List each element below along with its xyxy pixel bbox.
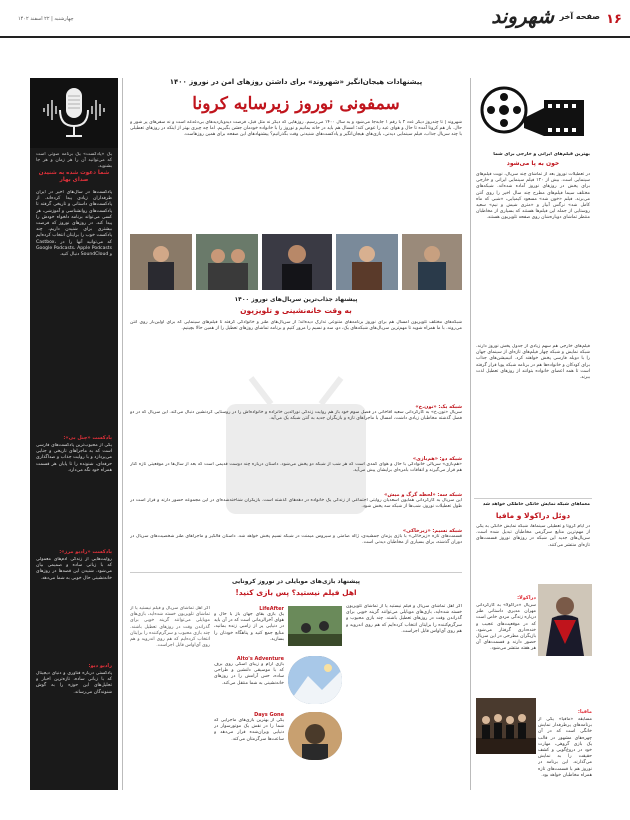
podcast-headline: شما دعوت شده به شنیدن صدای بهار	[38, 170, 110, 183]
series-photo-1	[130, 234, 192, 290]
series-photo-3	[262, 234, 332, 290]
dracula-block	[476, 584, 536, 713]
dracula-label: دراکولا:	[517, 595, 536, 601]
game-name: Days Gone	[254, 712, 284, 718]
game-text: یکی از بهترین بازی‌های ماجرایی که شما را در نقش یک موتورسوار در دنیایی ویران‌شده قرار می‌دهد و ساعت‌ها سرگرمتان می‌کند.	[214, 718, 284, 742]
podcast-item-text: یکی از محبوب‌ترین پادکست‌های فارسی است که به ماجراهای تاریخی و جنایی می‌پردازد و با روایت جذاب و صداگذاری حرفه‌ای، شنونده را تا پایان هر قسمت همراه خود نگه می‌دارد.	[36, 443, 112, 473]
podcast-item-text: روایت‌هایی از زندگی آدم‌های معمولی که با زبانی ساده و صمیمی بیان می‌شود. شنیدن این قصه‌ها در روزهای خانه‌نشینی حال خوبی به شما می‌دهد.	[36, 557, 112, 581]
article-kicker: پیشنهادات هیجان‌انگیز «شهروند» برای داشتن روزهای امن در نوروز ۱۴۰۰	[169, 78, 423, 86]
podcast-item-1	[36, 424, 112, 543]
podcast-item-label: پادکست «رادیو مرز»:	[59, 549, 112, 555]
tv-section-text: سریال «نون.خ» به کارگردانی سعید آقاخانی در فصل سوم خود باز هم روایت زندگی نورالدین خانزاده و خانواده‌اش را در روستایی کردنشین دنبال می‌کند. این سریال که در دو فصل گذشته مخاطبان زیادی داشت، امسال با ماجراهای تازه و بازیگران جدید به آنتن شبکه یک می‌آید.	[130, 410, 462, 422]
tv-section-text: قسمت‌های تازه «زیرخاکی» با بازی پژمان جمشیدی، ژاله صامتی و سیروس میمنت در شبکه نسیم پخش خواهد شد. داستان فالگیر و ماجراهای طنز شخصیت‌های سریال در دوران گذشته، برای بسیاری از مخاطبان دیدنی است.	[130, 534, 462, 546]
tv-headline: به وقت خانه‌نشینی و تلویزیون	[240, 306, 352, 315]
issue-line: چهارشنبه | ۲۲ اسفند ۱۴۰۲	[18, 16, 74, 22]
main-article	[126, 44, 466, 792]
mafia-label: مافیا:	[577, 709, 592, 715]
tv-section-label: شبکه سه: «لحظه گرگ و میش»	[384, 492, 462, 498]
game-photo-1	[288, 606, 342, 646]
games-side-note: اگر اهل تماشای سریال و فیلم نیستید یا از تماشای تلویزیون خسته شده‌اید، بازی‌های موبایلی می‌توانند گزینه خوبی برای گذراندن وقت در روزهای تعطیل باشند. چند بازی محبوب و سرگرم‌کننده را برایتان انتخاب کرده‌ایم که هم روی اندروید و هم روی آی‌او‌اس قابل اجراست.	[130, 606, 210, 649]
article-lead: شهروند | تا چندروز دیگر عدد ۲ با رقم ۱ جابه‌جا می‌شود و به سال ۱۴۰۰ می‌رسیم. روزهایی که دیگر نه مثل قبل، فرصت دیدوبازدیدهای بی‌دغدغه است و نه سفرهای پر شور و حال. باز هم کرونا آمده تا حال و هوای عید را عوض کند؛ امسال هم باید در خانه بمانیم و نوروز را با خانواده خودمان جشن بگیریم. اما چه چیزی بهتر از اینکه در روزهای تعطیلی با چند سریال جذاب، فیلم سینمایی دیدنی، بازی‌های هیجان‌انگیز و پادکست‌های شنیدنی وقت بگذرانیم؟ پیشنهادهای این صفحه برای همین روزهاست.	[130, 120, 462, 138]
column-divider	[122, 78, 123, 790]
podcast-item-2	[36, 538, 112, 657]
series-intro: در ایام کرونا و تعطیلی سینماها، شبکه نمایش خانگی به یکی از مهم‌ترین منابع سرگرمی مخاطبان تبدیل شده است. سریال‌های جدید این شبکه در روزهای نوروز قسمت‌های تازه‌ای منتشر می‌کنند.	[476, 524, 590, 548]
mafia-group-icon	[476, 698, 536, 754]
film-reel-illustration	[474, 78, 592, 148]
tv-section-4	[130, 528, 462, 564]
tv-section-label: شبکه نسیم: «زیرخاکی»	[402, 528, 462, 534]
series-scene-icon	[262, 234, 332, 290]
microphone-illustration	[30, 78, 118, 148]
game-name: LifeAfter	[259, 606, 284, 612]
series-scene-icon	[336, 234, 398, 290]
article-title: سمفونی نوروز زیرسایه کرونا	[192, 94, 400, 114]
movies-headline: خون به پا می‌شود	[506, 160, 560, 167]
series-caption: پیشنهاد جذاب‌ترین سریال‌های نوروز ۱۴۰۰	[234, 296, 358, 303]
movies-body-1: در تعطیلات نوروز بعد از تماشای چند سریال، نوبت فیلم‌های سینمایی است. بیش از ۱۲۰ فیلم سینمایی ایرانی و خارجی برای پخش در روزهای نوروز آماده شده‌اند. شبکه‌های مختلف سیما فیلم‌های مطرح چند سال اخیر را روی آنتن می‌برند. فیلم «خون شد» مسعود کیمیایی، «شبی که ماه کامل شد» نرگس آبیار و «متری شیش و نیم» سعید روستایی از جمله این فیلم‌ها هستند که بسیاری از مخاطبان منتظر تماشای دوباره‌شان روی صفحه تلویزیون هستند.	[476, 172, 590, 221]
game-scene-icon	[288, 606, 342, 646]
games-title: اهل فیلم نیستید؟ پس بازی کنید!	[235, 588, 357, 597]
dracula-figure-icon	[538, 584, 592, 656]
newspaper-logo: شهروند	[491, 4, 554, 28]
podcast-intro: یک «پادکست» یک برنامه صوتی است که می‌توانید آن را هر زمان و هر جا بشنوید.	[36, 152, 112, 168]
movies-kicker: بهترین فیلم‌های ایرانی و خارجی برای شما	[493, 152, 590, 157]
podcast-item-text: پادکستی درباره فناوری و دنیای دیجیتال که با زبانی ساده، تازه‌ترین اخبار و تحلیل‌های این حوزه را به گوش شنوندگان می‌رساند.	[36, 671, 112, 695]
game-item-2	[214, 656, 284, 708]
movies-column	[474, 78, 592, 790]
mafia-photo	[476, 698, 536, 754]
tv-section-2	[130, 456, 462, 492]
game-photo-3	[288, 712, 342, 760]
tv-section-label: شبکه دو: «هم‌بازی»	[412, 456, 462, 462]
movies-body-2: فیلم‌های خارجی هم سهم زیادی از جدول پخش نوروز دارند. شبکه نمایش و شبکه چهار فیلم‌های تازه‌ای از سینمای جهان را با دوبله فارسی پخش خواهند کرد. انیمیشن‌های جذاب برای کودکان و خانواده‌ها هم در برنامه شبکه پویا قرار گرفته است تا همه اعضای خانواده بتوانند از روزهای تعطیل لذت ببرند.	[476, 344, 590, 381]
dracula-text: سریال «دراکولا» به کارگردانی مهران مدیری داستانی طنز درباره زندگی مردی خاص است که در موقعیت‌های عجیب و خنده‌داری گرفتار می‌شود. بازیگران مطرحی در این سریال حضور دارند و قسمت‌های آن هر هفته منتشر می‌شود.	[476, 603, 536, 652]
series-title: دوئل دراکولا و مافیا	[495, 511, 571, 520]
dracula-photo	[538, 584, 592, 656]
mafia-block	[538, 698, 592, 820]
series-scene-icon	[196, 234, 258, 290]
podcast-body: پادکست‌ها در سال‌های اخیر در ایران طرفداران زیادی پیدا کرده‌اند. از پادکست‌های داستانی و تاریخی گرفته تا پادکست‌های روانشناسی و آموزشی، هر کسی می‌تواند برنامه دلخواه خودش را پیدا کند. در روزهای نوروز که فرصت بیشتری برای شنیدن داریم، چند پادکست خوب را برایتان انتخاب کرده‌ایم که می‌توانید آنها را در Castbox، Google Podcasts، Apple Podcasts و SoundCloud دنبال کنید.	[36, 190, 112, 258]
microphone-icon	[30, 78, 118, 148]
tv-intro: شبکه‌های مختلف تلویزیون امسال هم برای نوروز برنامه‌های متنوعی تدارک دیده‌اند؛ از سریال‌های طنز و خانوادگی گرفته تا فیلم‌های سینمایی که برای اولین‌بار روی آنتن می‌روند. با ما همراه شوید تا مهم‌ترین سریال‌های شبکه‌های یک، دو، سه و نسیم را مرور کنیم و برنامه تماشای روزهای تعطیل را از همین حالا بچینیم.	[130, 320, 462, 332]
game-text: یک بازی بقای جهان باز با حال و هوای آخرالزمانی است که در آن باید در دنیایی پر از زامبی زنده بمانید، منابع جمع کنید و پناهگاه خودتان را بسازید.	[214, 612, 284, 642]
game-text: بازی آرام و زیبای اسکی روی برف که با موسیقی دلنشین و طراحی ساده، حس آرامش را در روزهای خانه‌نشینی به شما منتقل می‌کند.	[214, 662, 284, 686]
margin-strip	[0, 40, 18, 820]
podcast-column	[30, 78, 118, 790]
tv-section-1	[130, 404, 462, 454]
page-header	[0, 0, 630, 38]
tv-section-text: این سریال به کارگردانی همایون اسعدیان روایتی اجتماعی از زندگی یک خانواده در دهه‌های گذشته است. بازیگران شناخته‌شده‌ای در این مجموعه حضور دارند و قرار است در طول تعطیلات نوروز، شب‌ها از شبکه سه پخش شود.	[130, 498, 462, 510]
tv-section-3	[130, 492, 462, 528]
podcast-item-label: رادیو دیو:	[88, 663, 112, 669]
divider	[130, 572, 462, 573]
podcast-item-3	[36, 652, 112, 791]
page-number: ۱۶	[606, 12, 622, 27]
film-reel-icon	[474, 78, 592, 148]
podcast-item-label: پادکست «چنل بی»:	[63, 435, 112, 441]
game-scene-icon	[288, 712, 342, 760]
tv-section-text: «هم‌بازی» سریالی خانوادگی با حال و هوای کمدی است که هر شب از شبکه دو پخش می‌شود. داستان درباره چند دوست قدیمی است که بعد از سال‌ها در موقعیتی تازه کنار هم قرار می‌گیرند و اتفاقات بامزه‌ای برایشان پیش می‌آید.	[130, 462, 462, 474]
games-intro: اگر اهل تماشای سریال و فیلم نیستید یا از تماشای تلویزیون خسته شده‌اید، بازی‌های موبایلی می‌توانند گزینه خوبی برای گذراندن وقت در روزهای تعطیل باشند. چند بازی محبوب و سرگرم‌کننده را برایتان انتخاب کرده‌ایم که هم روی اندروید و هم روی آی‌او‌اس قابل اجراست.	[346, 604, 462, 634]
mafia-text: مسابقه «مافیا» یکی از برنامه‌های پرطرفدار نمایش خانگی است که در آن چهره‌های مشهور در قالب یک بازی گروهی، مهارت خود در دروغ‌گویی و کشف حقیقت را به نمایش می‌گذارند. این برنامه در نوروز هم با قسمت‌های تازه همراه مخاطبان خواهد بود.	[538, 717, 592, 778]
game-photo-2	[288, 656, 342, 704]
series-photo-4	[336, 234, 398, 290]
game-item-1	[214, 606, 284, 652]
game-item-3	[214, 712, 284, 788]
series-scene-icon	[402, 234, 462, 290]
tv-section-label: شبکه یک: «نون.خ»	[415, 404, 462, 410]
game-scene-icon	[288, 656, 342, 704]
column-divider	[470, 78, 471, 790]
series-photo-5	[402, 234, 462, 290]
divider	[474, 498, 592, 499]
series-kicker: معماهای شبکه نمایش خانگی خاطکی خواهد شد	[482, 502, 590, 507]
games-kicker: پیشنهاد بازی‌های موبایلی در نوروز کرونایی	[231, 578, 361, 585]
section-title: صفحه آخر	[559, 12, 600, 21]
game-name: Alto's Adventure	[236, 656, 284, 662]
series-scene-icon	[130, 234, 192, 290]
series-photo-2	[196, 234, 258, 290]
